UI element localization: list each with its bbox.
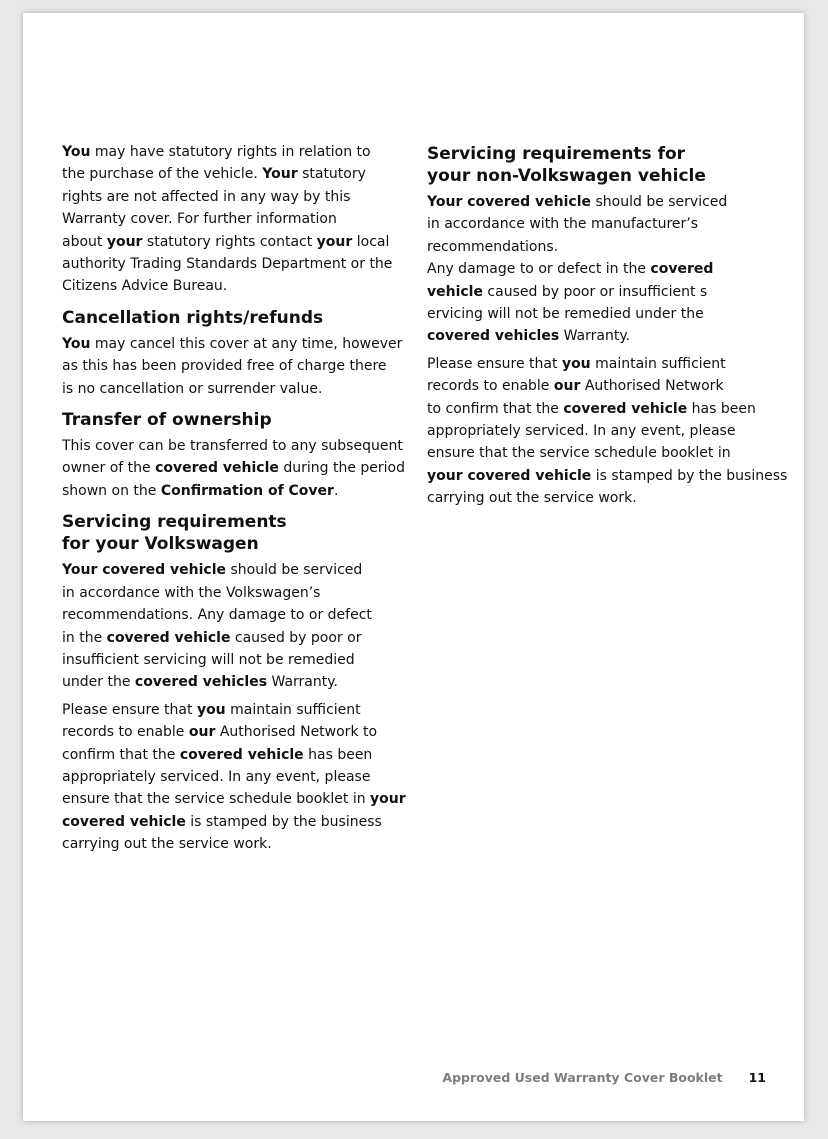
- damage-paragraph: Any damage to or defect in the covered vehicle caused by poor or insufficient s ervicing will not be remedied under the covered vehicles Warranty.: [427, 261, 714, 345]
- transfer-paragraph: This cover can be transferred to any subsequent owner of the covered vehicle during the period shown on the Confirmation of Cover.: [62, 438, 405, 499]
- cancellation-paragraph: You may cancel this cover at any time, however as this has been provided free of charge there is no cancellation or surrender value.: [62, 335, 403, 397]
- transfer-heading: Transfer of ownership: [62, 410, 272, 431]
- servicing-non-vw-paragraph: Your covered vehicle should be serviced in accordance with the manufacturer’s recommendations.: [427, 194, 728, 255]
- cancellation-heading: Cancellation rights/refunds: [62, 307, 324, 328]
- servicing-non-vw-heading: Servicing requirements for your non-Volkswagen vehicle: [427, 144, 706, 186]
- page-footer: [442, 1070, 766, 1085]
- servicing-vw-heading: Servicing requirements for your Volkswagen: [62, 512, 287, 555]
- booklet-title: Approved Used Warranty Cover Booklet: [442, 1070, 723, 1085]
- right-column: [427, 143, 788, 515]
- statutory-rights-paragraph: You may have statutory rights in relation to the purchase of the vehicle. Your statutory rights are not affected in any way by this Warranty cover. For further information about your statutory rights contact your local authority Trading Standards Department or the Citizens Advice Bureau.: [62, 144, 393, 295]
- page-number: 11: [748, 1070, 766, 1085]
- left-column: [62, 141, 406, 861]
- servicing-vw-paragraph: Your covered vehicle should be serviced in accordance with the Volkswagen’s recommendations. Any damage to or defect in the covered vehicle caused by poor or insufficient servicing will not be remedied under the covered vehicles Warranty.: [62, 562, 372, 691]
- document-page: [23, 13, 804, 1121]
- service-records-paragraph: Please ensure that you maintain sufficient records to enable our Authorised Network to confirm that the covered vehicle has been appropriately serviced. In any event, please ensure that the service schedule booklet in your covered vehicle is stamped by the business carrying out the service work.: [62, 701, 406, 853]
- service-records-paragraph-right: Please ensure that you maintain sufficient records to enable our Authorised Network to confirm that the covered vehicle has been appropriately serviced. In any event, please ensure that the service schedule booklet in your covered vehicle is stamped by the business carrying out the service work.: [427, 355, 788, 507]
